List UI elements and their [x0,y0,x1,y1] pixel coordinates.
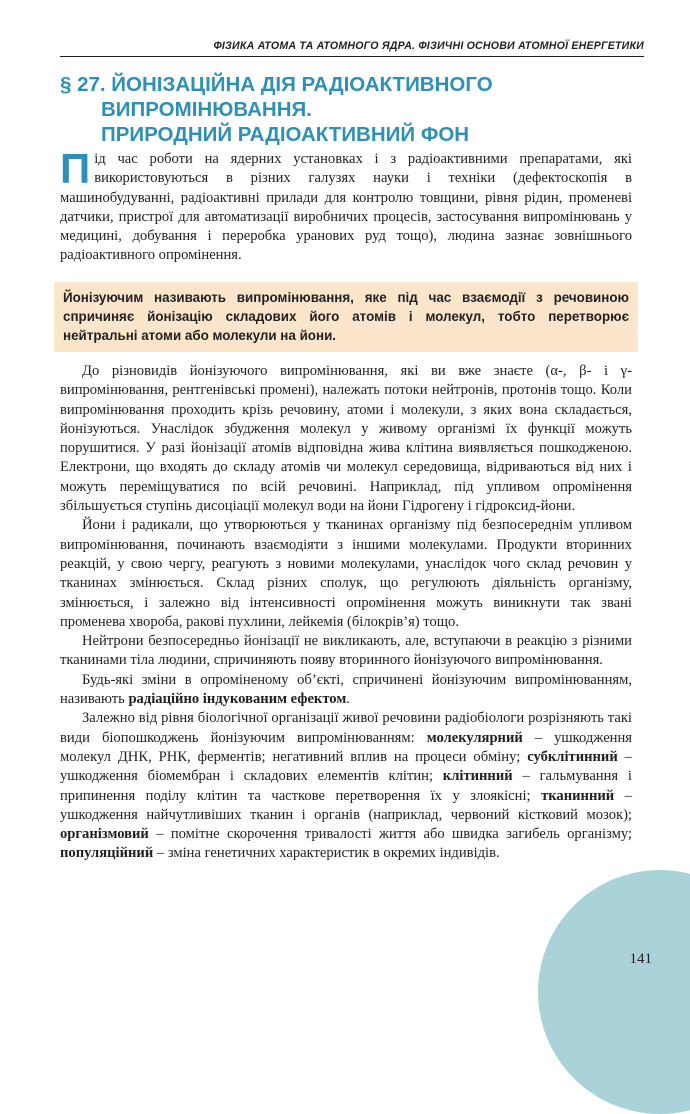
section-title-line2: ВИПРОМІНЮВАННЯ. [101,98,312,121]
text-run: . [346,691,350,708]
paragraph [60,709,632,863]
text-run: – ушкодження біомембран і складових елементів клітин; [60,748,632,785]
key-term: тканинний [541,787,615,804]
paragraph: Йони і радикали, що утворюються у тканинах організму під безпосереднім упливом випромінювання, починають взаємодіяти з іншими молекулами. Продукти вторинних реакцій, у свою чергу, реагують з новими молекулами, унаслідок чого склад речовин у тканинах змінюється. Склад різних сполук, що регулюють діяльність організму, змінюється, і залежно від інтенсивності опромінення можуть виникнути так звані променева хвороба, ракові пухлини, лейкемія (білокрів’я) тощо. [60,517,632,630]
text-run: – помітне скорочення тривалості життя або швидка загибель організму; [148,826,632,843]
text-run: – зміна генетичних характеристик в окремих індивідів. [153,845,500,862]
key-term: субклітинний [527,748,618,765]
key-term: популяційний [60,845,154,862]
text-run: – ушкодження молекул ДНК, РНК, ферментів; негативний вплив на процеси обміну; [60,729,632,765]
key-term: радіаційно індукованим ефектом [128,691,347,708]
text-run: – гальмування і припинення поділу клітин та часткове перетворення їх у злоякісні; [60,768,632,804]
section-title-line3: ПРИРОДНИЙ РАДІОАКТИВНИЙ ФОН [101,123,470,146]
key-term: організмовий [60,826,149,843]
running-head: ФІЗИКА АТОМА ТА АТОМНОГО ЯДРА. ФІЗИЧНІ ОСНОВИ АТОМНОЇ ЕНЕРГЕТИКИ [60,40,644,57]
page-number: 141 [629,951,652,967]
intro-paragraph [60,145,632,266]
text-run: – ушкодження найчутливіших тканин і органів (наприклад, червоний кістковий мозок); [60,787,632,823]
paragraph: До різновидів йонізуючого випромінювання, які ви вже знаєте (α-, β- і γ-випромінювання, рентгенівські промені), належать потоки нейтронів, протонів тощо. Коли випромінювання проходить крізь речовину, атоми і молекули, з яких вона складається, йонізуються. Унаслідок збудження молекул у живому організмі їх функції можуть порушитися. У разі йонізації атомів відповідна жива клітина виявляється пошкодженою. Електрони, що входять до складу атомів чи молекул середовища, відриваються від них і можуть переміщуватися по всій речовині. Наприклад, під упливом опромінення збільшується ступінь дисоціації молекул води на йони Гідрогену і гідроксид-йони. [60,363,632,515]
section-title [60,72,650,147]
main-text [60,362,632,864]
key-term: клітинний [442,768,513,785]
text-run: Будь-які зміни в опроміненому об’єкті, спричинені йонізуючим випромінюванням, називають [60,671,632,708]
text-run: Залежно від рівня біологічної організації живої речовини радіобіологи розрізняють такі види біопошкоджень йонізуючим випромінюванням: [60,710,632,746]
key-term: молекулярний [426,729,523,746]
paragraph: Нейтрони безпосередньо йонізації не викликають, але, вступаючи в реакцію з різними тканинами тіла людини, спричиняють появу вторинного йонізуючого випромінювання. [60,633,632,669]
corner-decoration [538,870,690,1114]
paragraph [60,671,632,710]
drop-cap: П [60,145,91,192]
intro-text: ід час роботи на ядерних установках і з радіоактивними препаратами, які використовуються в різних галузях науки і техніки (дефектоскопія в машинобудуванні, радіоактивні прилади для контролю товщини, рівня рідин, променеві датчики, пристрої для автоматизації виробничих процесів, застосування випромінювань у медицині, добування і переробка уранових руд тощо), людина зазнає зовнішнього радіоактивного опромінення. [60,151,632,264]
definition-box: Йонізуючим називають випромінювання, яке під час взаємодії з речовиною спричиняє йонізацію складових його атомів і молекул, тобто перетворює нейтральні атоми або молекули на йони. [54,282,638,352]
section-title-line1: § 27. ЙОНІЗАЦІЙНА ДІЯ РАДІОАКТИВНОГО [60,73,493,96]
